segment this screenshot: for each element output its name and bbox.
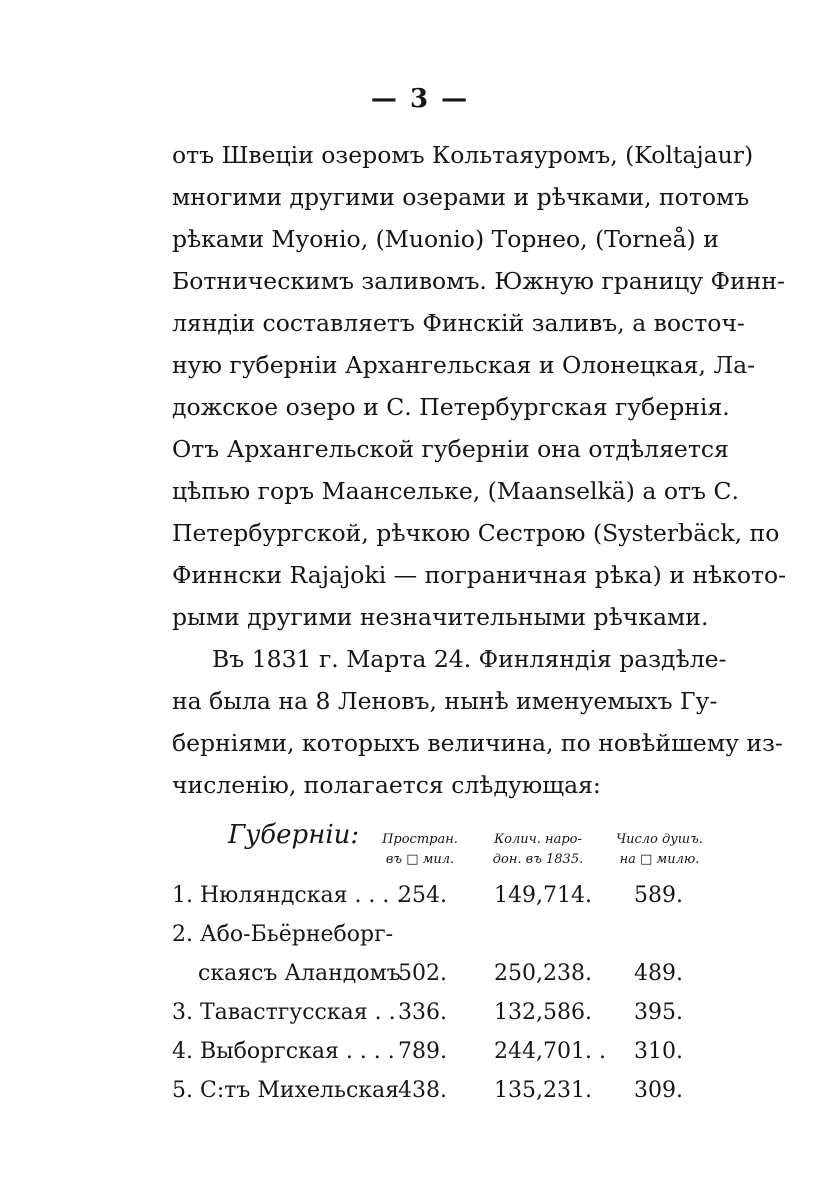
cell-density: 395. — [634, 1000, 683, 1025]
cell-population: 244,701. . — [494, 1039, 606, 1064]
cell-density: 310. — [634, 1039, 683, 1064]
header-pop-line1: Колич. наро- — [494, 832, 582, 847]
cell-density: 309. — [634, 1078, 683, 1103]
header-area — [370, 830, 470, 870]
paragraph-1 — [172, 134, 787, 638]
cell-area: 438. — [398, 1078, 447, 1103]
header-dens-line1: Число душъ. — [616, 832, 703, 847]
text-line: рыми другими незначительными рѣчками. — [172, 603, 709, 631]
text-line: многими другими озерами и рѣчками, потомъ — [172, 183, 750, 211]
table-row — [172, 915, 717, 954]
cell-area: 502. — [398, 961, 447, 986]
table-header — [172, 820, 717, 876]
cell-population: 135,231. — [494, 1078, 592, 1103]
paragraph-2 — [172, 638, 783, 806]
cell-name: скаясъ Аландомъ — [198, 961, 401, 986]
table-row — [172, 954, 717, 993]
text-line: дожское озеро и С. Петербургская губернiя. — [172, 393, 730, 421]
cell-area: 336. — [398, 1000, 447, 1025]
text-line: бернiями, которыхъ величина, по новѣйшему из- — [172, 729, 783, 757]
header-area-line1: Простран. — [382, 832, 458, 847]
text-line: отъ Швецiи озеромъ Кольтаяуромъ, (Koltajaur) — [172, 141, 754, 169]
text-line: цѣпью горъ Маансельке, (Maanselkä) а отъ С. — [172, 477, 739, 505]
cell-area: 254. — [398, 883, 447, 908]
cell-population: 132,586. — [494, 1000, 592, 1025]
header-population — [478, 830, 598, 870]
cell-name: 5. С:тъ Михельская — [172, 1078, 400, 1103]
text-line: Въ 1831 г. Марта 24. Финляндiя раздѣле- — [212, 645, 727, 673]
page-number: — 3 — — [370, 84, 470, 114]
cell-population: 250,238. — [494, 961, 592, 986]
table-row — [172, 1071, 717, 1110]
text-line: Ботническимъ заливомъ. Южную границу Финн- — [172, 267, 785, 295]
text-line: ную губернiи Архангельская и Олонецкая, Ла- — [172, 351, 756, 379]
cell-name: 3. Тавастгусская . . — [172, 1000, 396, 1025]
text-line: Петербургской, рѣчкою Сестрою (Systerbäck, по — [172, 519, 780, 547]
table-row — [172, 993, 717, 1032]
table-row — [172, 876, 717, 915]
text-line: Отъ Архангельской губернiи она отдѣляется — [172, 435, 729, 463]
cell-density: 489. — [634, 961, 683, 986]
cell-name: 2. Або-Бьёрнеборг- — [172, 922, 394, 947]
header-area-line2: въ □ мил. — [385, 852, 455, 867]
header-density — [602, 830, 717, 870]
governorates-table — [172, 820, 717, 1110]
text-line: численiю, полагается слѣдующая: — [172, 771, 601, 799]
table-row — [172, 1032, 717, 1071]
text-line: рѣками Муонiо, (Muonio) Торнео, (Torneå) и — [172, 225, 719, 253]
text-line: ляндiи составляетъ Финскiй заливъ, а восточ- — [172, 309, 745, 337]
cell-density: 589. — [634, 883, 683, 908]
cell-name: 1. Нюляндская . . . . — [172, 883, 404, 908]
text-line: Финнски Rajajoki — пограничная рѣка) и нѣкото- — [172, 561, 787, 589]
header-governorates: Губернiи: — [228, 820, 360, 850]
text-line: на была на 8 Леновъ, нынѣ именуемыхъ Гу- — [172, 687, 718, 715]
header-pop-line2: дон. въ 1835. — [492, 852, 584, 867]
cell-area: 789. — [398, 1039, 447, 1064]
cell-population: 149,714. — [494, 883, 592, 908]
header-dens-line2: на □ милю. — [619, 852, 700, 867]
cell-name: 4. Выборгская . . . . — [172, 1039, 395, 1064]
